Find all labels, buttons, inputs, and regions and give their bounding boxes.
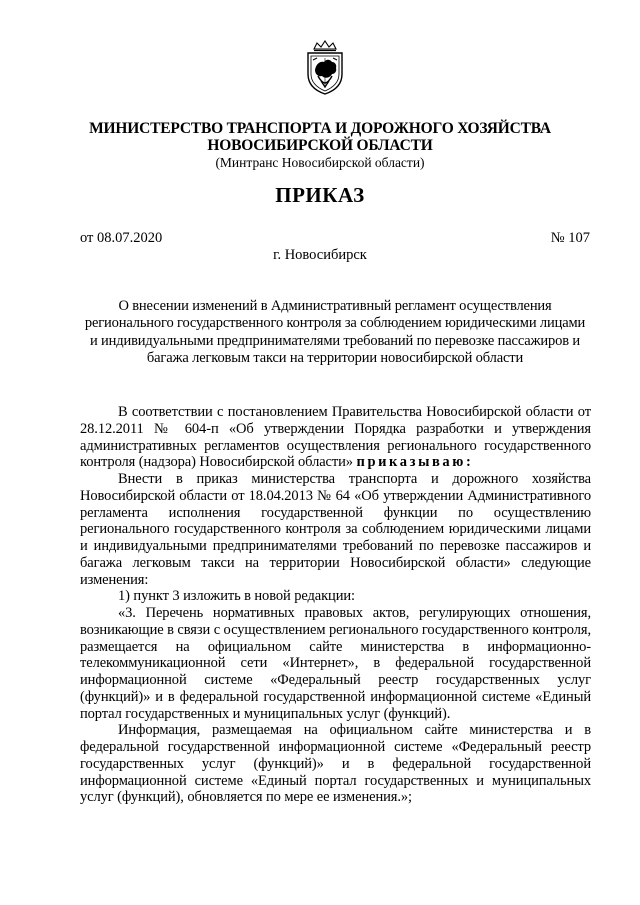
body-paragraph-amend: Внести в приказ министерства транспорта и дорожного хозяйства Новосибирской области от 18.04.2013 № 64 «Об утверждении Административного регламента исполнения государственной функции по осуществлению регионального государственного контроля за соблюдением юридическими лицами и индивидуальными предпринимателями требований по перевозке пассажиров и багажа легковым такси на территории Новосибирской области» следующие изменения:: [80, 471, 591, 588]
coat-of-arms-icon: [304, 40, 346, 96]
ministry-name-line1: МИНИСТЕРСТВО ТРАНСПОРТА И ДОРОЖНОГО ХОЗЯЙСТВА: [89, 120, 551, 137]
order-city: г. Новосибирск: [273, 247, 367, 263]
order-body: [80, 404, 591, 806]
order-date: от 08.07.2020: [80, 230, 163, 246]
body-paragraph-preamble: [80, 404, 591, 471]
document-title: ПРИКАЗ: [275, 183, 365, 207]
preamble-text: В соответствии с постановлением Правительства Новосибирской области от 28.12.2011 № 604-п «Об утверждении Порядка разработки и утверждения административных регламентов осуществления регионального государственного контроля (надзора) Новосибирской области»: [80, 404, 591, 471]
body-paragraph-clause3: «3. Перечень нормативных правовых актов, регулирующих отношения, возникающие в связи с осуществлением регионального государственного контроля, размещается на официальном сайте министерства в информационно-телекоммуникационной сети «Интернет», в федеральной государственной информационной системе «Федеральный реестр государственных услуг (функций)» и в федеральной государственной информационной системе «Единый портал государственных и муниципальных услуг (функций).: [80, 605, 591, 722]
body-paragraph-item1: 1) пункт 3 изложить в новой редакции:: [118, 588, 355, 605]
ministry-name-line2: НОВОСИБИРСКОЙ ОБЛАСТИ: [207, 137, 433, 154]
ministry-short-name: (Минтранс Новосибирской области): [215, 155, 425, 170]
order-subject: О внесении изменений в Административный регламент осуществления регионального государственного контроля за соблюдением юридическими лицами и индивидуальными предпринимателями требований по перевозке пассажиров и багажа легковым такси на территории новосибирской области: [84, 298, 586, 367]
order-number: № 107: [550, 230, 590, 246]
order-verb: приказываю:: [356, 454, 474, 471]
body-paragraph-information: Информация, размещаемая на официальном сайте министерства и в федеральной государственной информационной системе «Федеральный реестр государственных услуг (функций)» и в федеральной государственной информационной системе «Единый портал государственных и муниципальных услуг (функций), обновляется по мере ее изменения.»;: [80, 722, 591, 806]
